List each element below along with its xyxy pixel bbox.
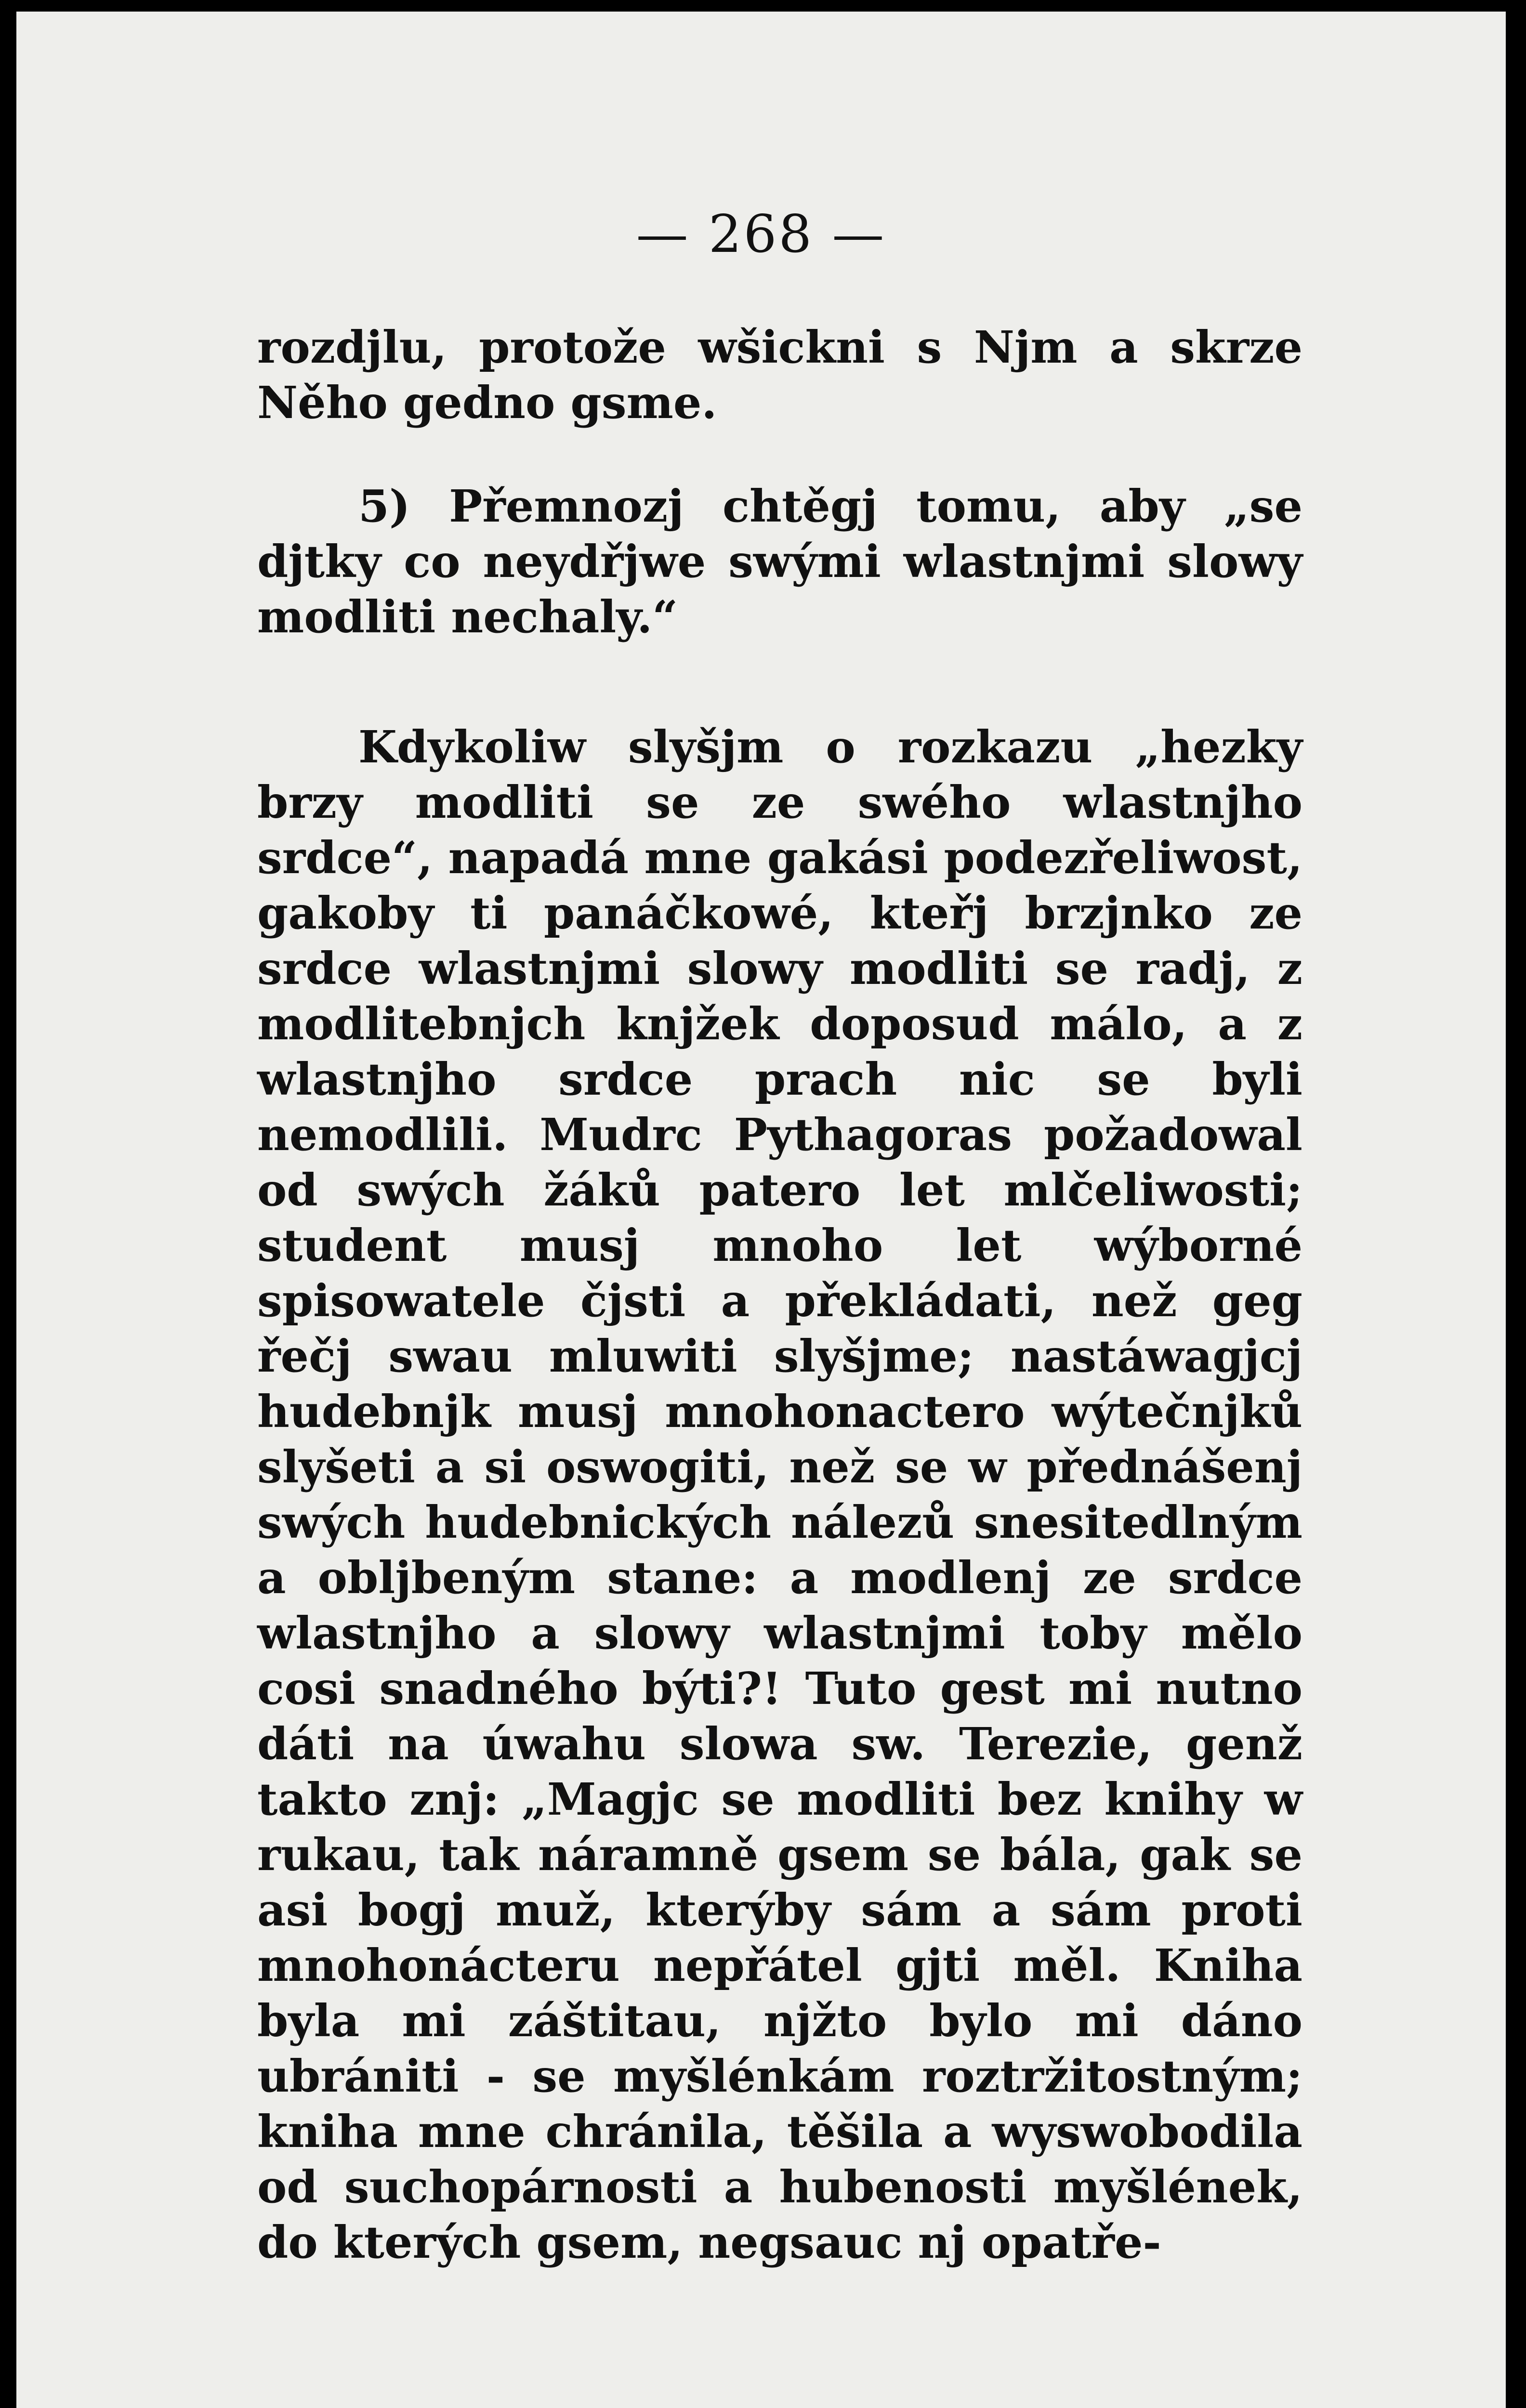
book-page xyxy=(16,12,1506,2408)
paragraph-text: 5) Přemnozj chtěgj tomu, aby „se djtky co neydřjwe swými wlastnjmi slowy modliti nechaly.“ xyxy=(257,480,1302,643)
paragraph-text: Kdykoliw slyšjm o rozkazu „hezky brzy modliti se ze swého wlastnjho srdce“, napadá mne gakási podezřeliwost, gakoby ti panáčkowé, kteřj brzjnko ze srdce wlastnjmi slowy modliti se radj, z modlitebnjch knjžek doposud málo, a z wlastnjho srdce prach nic se byli nemodlili. Mudrc Pythagoras požadowal od swých žáků patero let mlčeliwosti; student musj mnoho let wýborné spisowatele čjsti a překládati, než geg řečj swau mluwiti slyšjme; nastáwagjcj hudebnjk musj mnohonactero wýtečnjků slyšeti a si oswogiti, než se w přednášenj swých hudebnických nálezů snesitedlným a obljbeným stane: a modlenj ze srdce wlastnjho a slowy wlastnjmi toby mělo cosi snadného býti?! Tuto gest mi nutno dáti na úwahu slowa sw. Terezie, genž takto znj: „Magjc se modliti bez knihy w rukau, tak náramně gsem se bála, gak se asi bogj muž, kterýby sám a sám proti mnohonácteru nepřátel gjti měl. Kniha byla mi záštitau, njžto bylo mi dáno ubrániti - se myšlénkám roztržitostným; kniha mne chránila, těšila a wyswobodila od suchopárnosti a hubenosti myšlének, do kterých gsem, negsauc nj opatře- xyxy=(257,721,1302,2268)
paragraph-text: rozdjlu, protože wšickni s Njm a skrze Něho gedno gsme. xyxy=(257,321,1302,429)
page-number: — 268 — xyxy=(636,204,886,264)
paragraph-continuation xyxy=(257,320,1302,431)
paragraph-main xyxy=(257,720,1302,2270)
paragraph-point-5 xyxy=(257,479,1302,645)
